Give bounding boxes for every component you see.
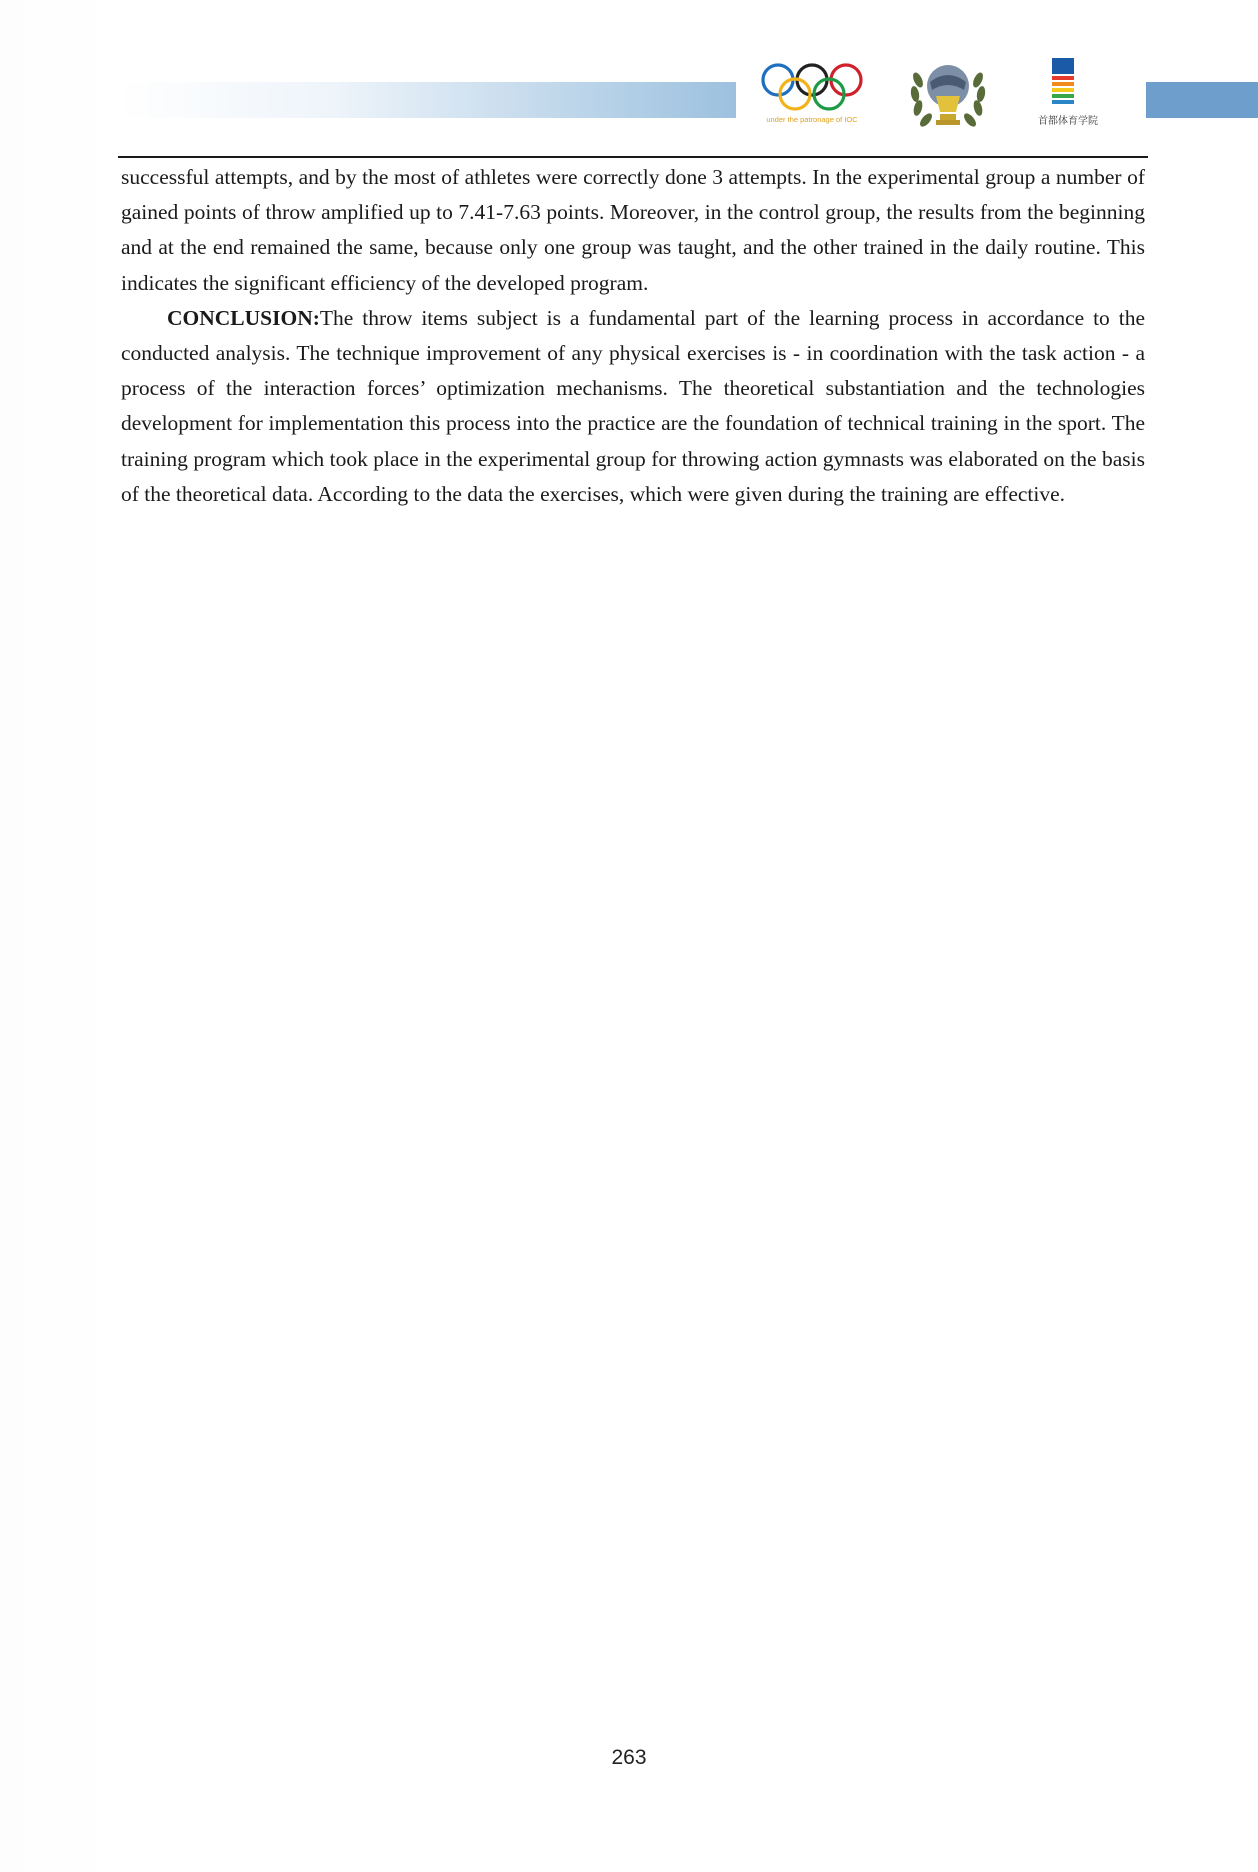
paragraph-1: successful attempts, and by the most of athletes were correctly done 3 attempts. In the experimental group a number of gained points of throw amplified up to 7.41-7.63 points. Moreover, in the control group, the results from the beginning and at the end remained the same, because only one group was taught, and the other trained in the daily routine. This indicates the significant efficiency of the developed program. (121, 165, 1145, 295)
olympic-rings-icon (756, 56, 868, 134)
conclusion-label: CONCLUSION: (167, 305, 320, 330)
header-accent-bar (1146, 82, 1258, 118)
olympic-caption: under the patronage of IOC (766, 115, 858, 124)
page-margin-shade (0, 0, 118, 1872)
conclusion-paragraph (121, 301, 1145, 512)
header-rule (118, 156, 1148, 158)
academy-logo-icon (1030, 56, 1106, 134)
body-text (121, 160, 1145, 512)
header-gradient-bar (118, 82, 736, 118)
academy-caption: 首都体育学院 (1038, 116, 1098, 127)
laurel-trophy-emblem-icon (906, 56, 990, 134)
page-number: 263 (611, 1746, 647, 1769)
conclusion-text: The throw items subject is a fundamental part of the learning process in accordance to the conducted analysis. The technique improvement of any physical exercises is - in coordination with the task action - a process of the interaction forces’ optimization mechanisms. The theoretical substantiation and the technologies development for implementation this process into the practice are the foundation of technical training in the sport. The training program which took place in the experimental group for throwing action gymnasts was elaborated on the basis of the theoretical data. According to the data the exercises, which were given during the training are effective. (121, 305, 1145, 506)
